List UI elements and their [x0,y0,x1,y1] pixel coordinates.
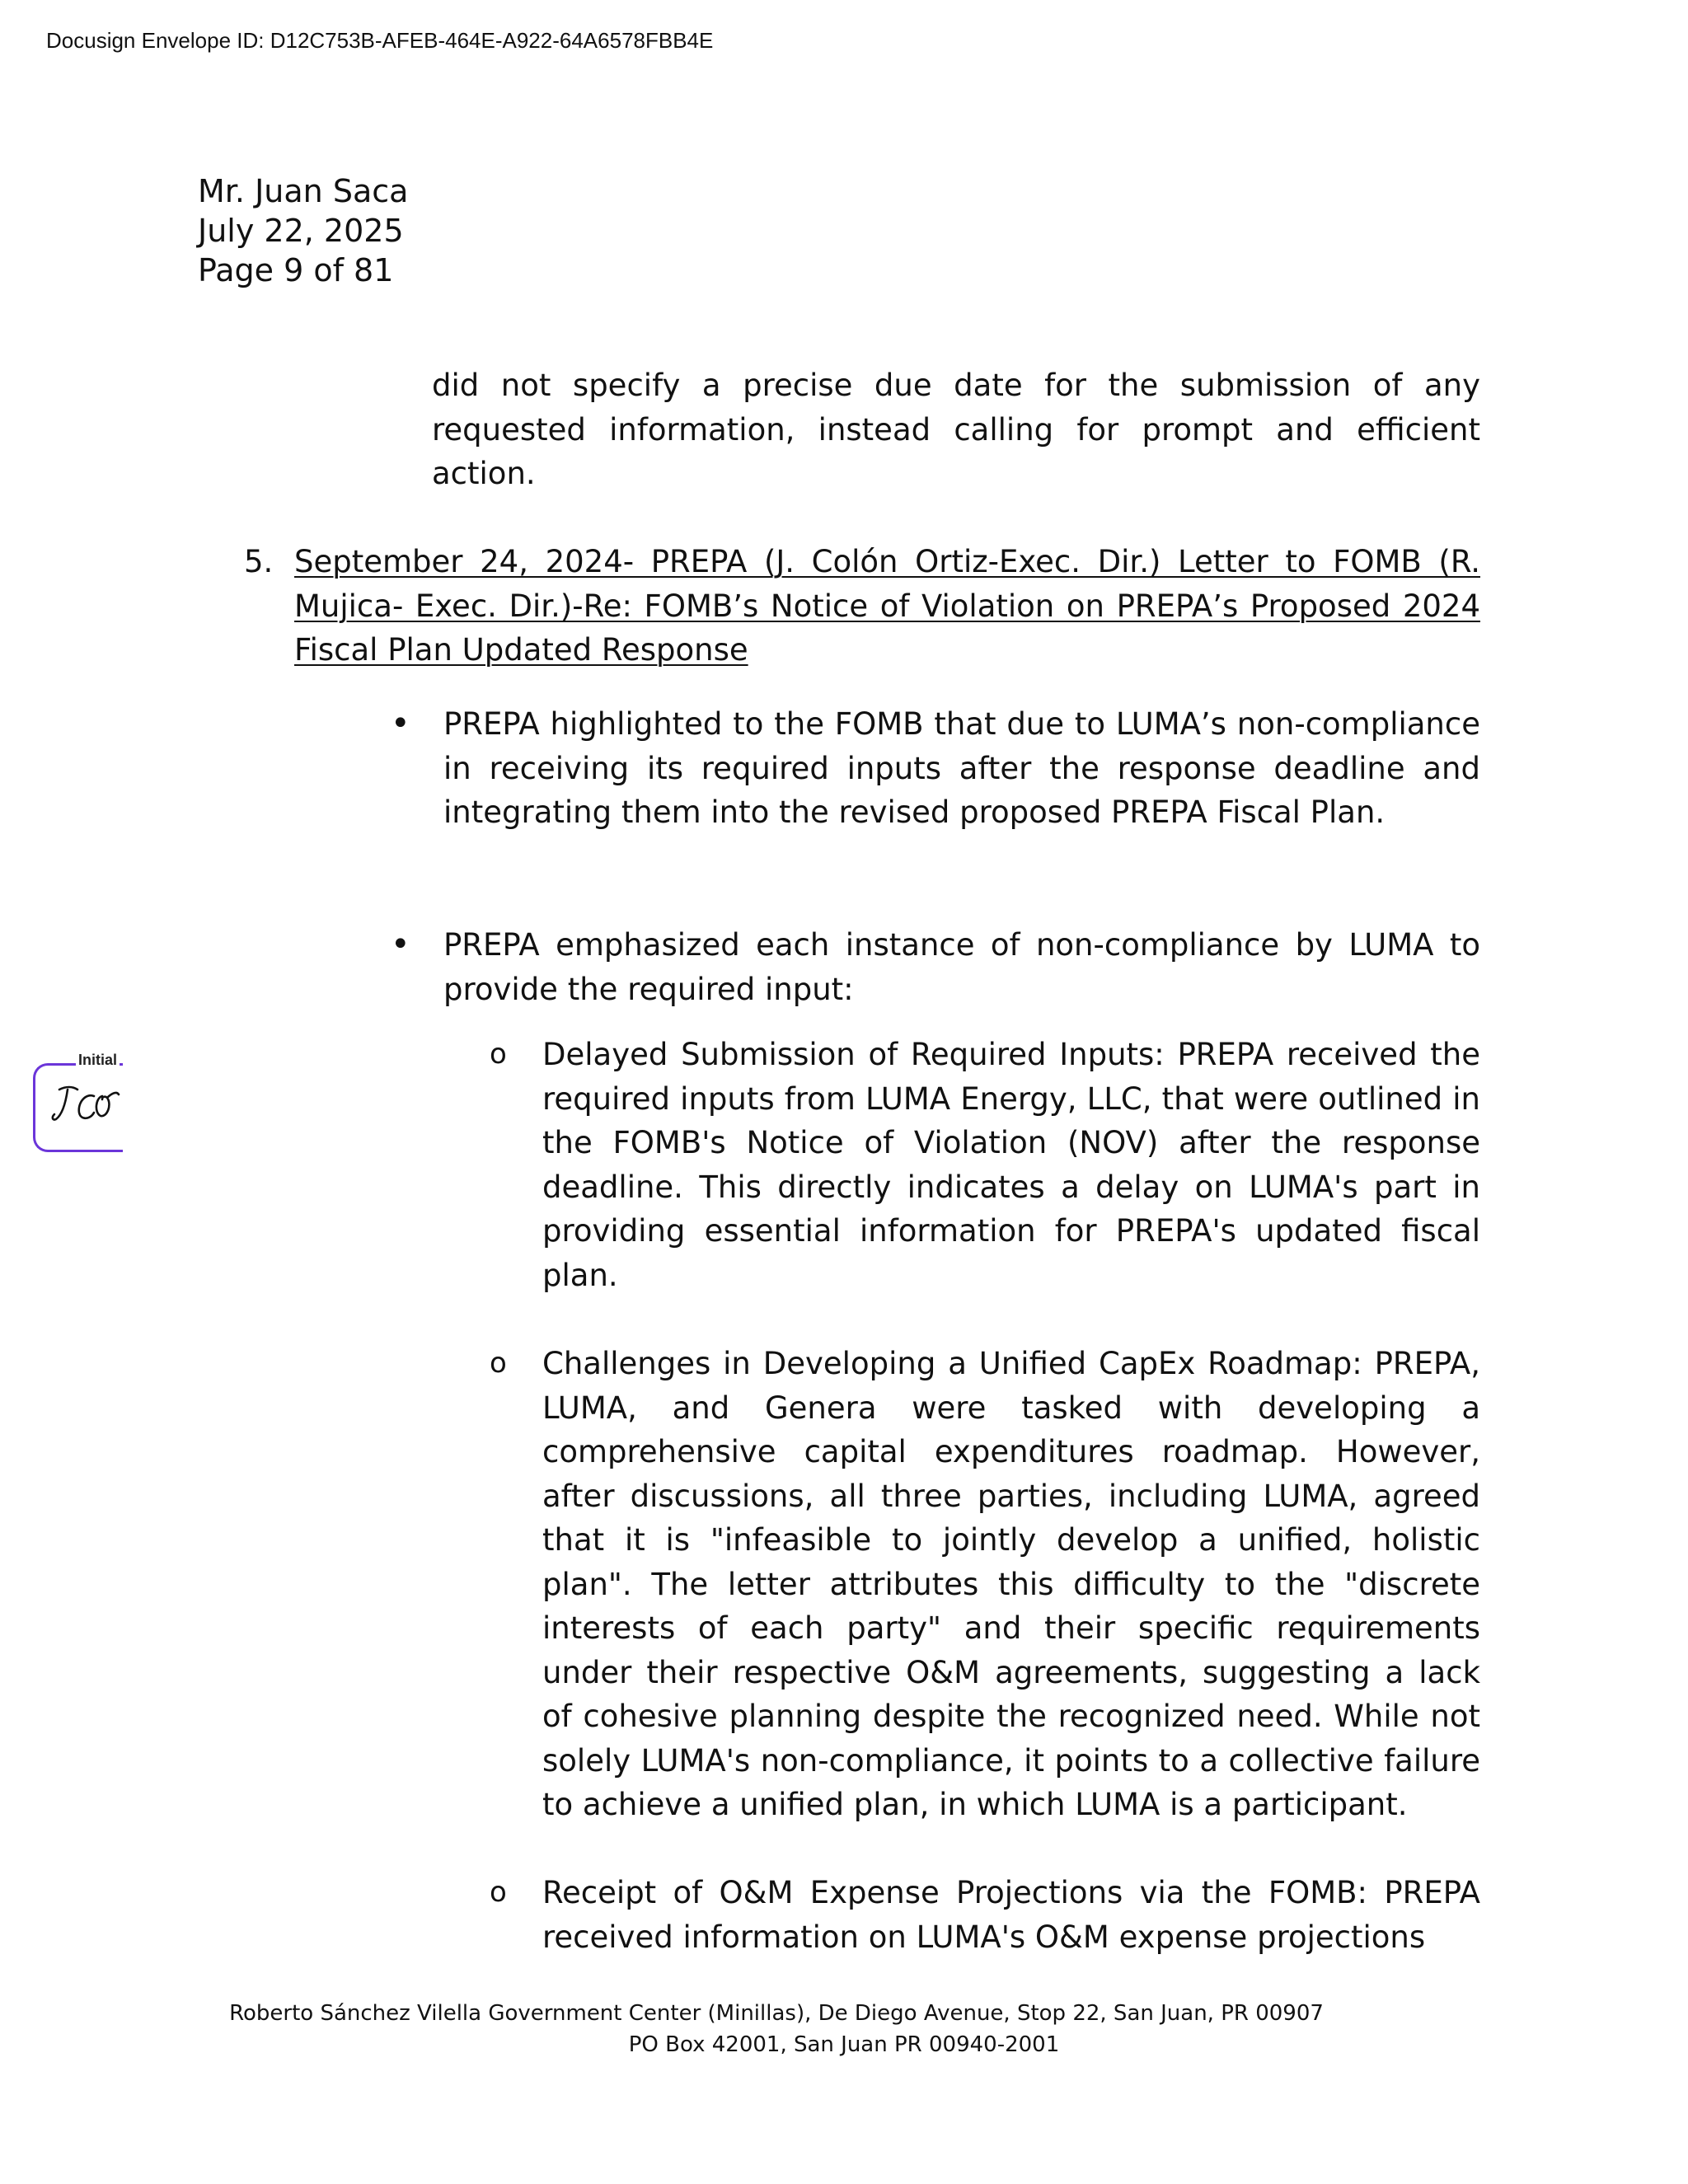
bullet-text: PREPA emphasized each instance of non-compliance by LUMA to provide the required input: [443,927,1480,1007]
item-title: September 24, 2024- PREPA (J. Colón Ortiz-Exec. Dir.) Letter to FOMB (R. Mujica- Exec. Dir.)-Re: FOMB’s Notice of Violation on PREPA’s Proposed 2024 Fiscal Plan Updated Response [294,544,1480,668]
docusign-envelope-id: Docusign Envelope ID: D12C753B-AFEB-464E-A922-64A6578FBB4E [46,28,714,53]
sub-bullet-marker: o [490,1876,507,1909]
page-number: Page 9 of 81 [198,252,394,288]
footer-po-box: PO Box 42001, San Juan PR 00940-2001 [628,2032,1060,2057]
sub-list-item [490,1033,1480,1297]
sub-bullet-marker: o [490,1347,507,1380]
item-number: 5. [244,544,274,579]
bullet-text: PREPA highlighted to the FOMB that due to LUMA’s non-compliance in receiving its required inputs after the response deadline and integrating them into the revised proposed PREPA Fiscal Plan. [443,706,1480,830]
continued-paragraph: did not specify a precise due date for the submission of any requested information, instead calling for prompt and efficient action. [432,368,1480,491]
bullet-item [391,923,1480,1011]
letter-header [198,171,408,290]
letter-date: July 22, 2025 [198,213,404,249]
bullet-marker: • [391,926,410,963]
footer-address: Roberto Sánchez Vilella Government Center (Minillas), De Diego Avenue, Stop 22, San Juan, PR 00907 [229,2001,1324,2026]
bullet-item [391,702,1480,835]
sub-item-text: Challenges in Developing a Unified CapEx Roadmap: PREPA, LUMA, and Genera were tasked with developing a comprehensive capital expenditures roadmap. However, after discussions, all three parties, including LUMA, agreed that it is "infeasible to jointly develop a unified, holistic plan". The letter attributes this difficulty to the "discrete interests of each party" and their specific requirements under their respective O&M agreements, suggesting a lack of cohesive planning despite the recognized need. While not solely LUMA's non-compliance, it points to a collective failure to achieve a unified plan, in which LUMA is a participant. [542,1346,1480,1822]
sub-list-item [490,1871,1480,1959]
sub-item-text: Delayed Submission of Required Inputs: PREPA received the required inputs from LUMA Energy, LLC, that were outlined in the FOMB's Notice of Violation (NOV) after the response deadline. This directly indicates a delay on LUMA's part in providing essential information for PREPA's updated fiscal plan. [542,1037,1480,1293]
recipient-name: Mr. Juan Saca [198,173,409,209]
sub-item-text: Receipt of O&M Expense Projections via the FOMB: PREPA received information on LUMA's O&M expense projections [542,1875,1480,1955]
initial-label: Initial [76,1052,120,1069]
sub-list-item [490,1342,1480,1827]
bullet-marker: • [391,705,410,743]
handwritten-initials-icon [48,1080,122,1129]
sub-bullet-marker: o [490,1038,507,1071]
